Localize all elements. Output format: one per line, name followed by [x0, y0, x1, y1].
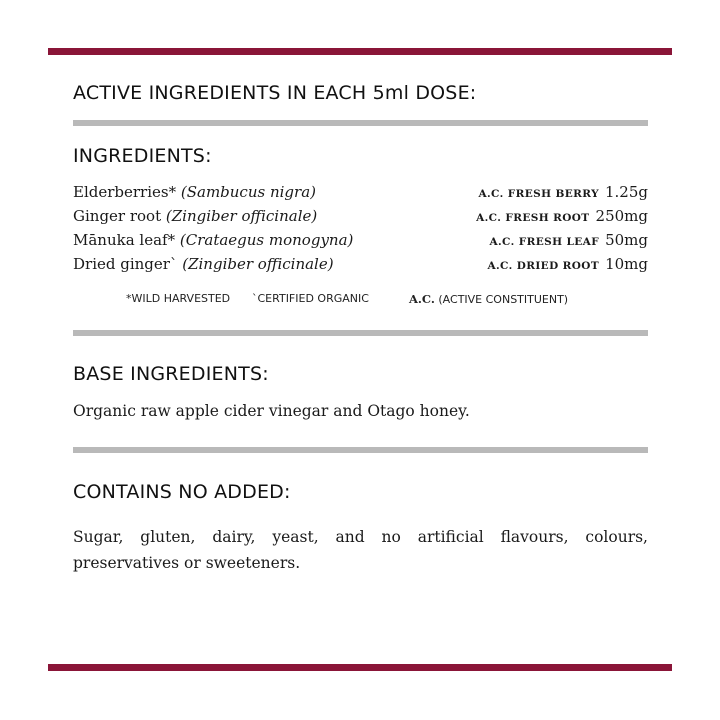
ingredient-latin-name: (Sambucus nigra) [180, 183, 316, 201]
base-ingredients-heading: BASE INGREDIENTS: [73, 363, 269, 385]
ingredient-row [73, 253, 648, 275]
ingredient-name-line [73, 253, 334, 275]
ingredient-latin-name: (Zingiber officinale) [182, 255, 334, 273]
contains-no-added-heading: CONTAINS NO ADDED: [73, 481, 291, 503]
top-accent-bar [48, 48, 672, 55]
ingredient-name-line [73, 205, 317, 227]
ac-amount: 50mg [605, 231, 648, 249]
ingredient-row [73, 229, 648, 251]
base-ingredients-text: Organic raw apple cider vinegar and Otago honey. [73, 402, 470, 420]
ac-definition: (ACTIVE CONSTITUENT) [438, 293, 569, 306]
ac-label: A.C. FRESH BERRY [478, 188, 599, 200]
ingredient-latin-name: (Zingiber officinale) [165, 207, 318, 225]
ingredient-latin-name: (Crataegus monogyna) [179, 231, 354, 249]
ingredient-name: Mānuka leaf* [73, 231, 176, 249]
divider-rule [73, 447, 648, 453]
ac-abbreviation: A.C. [409, 292, 435, 306]
ingredients-heading: INGREDIENTS: [73, 145, 212, 167]
ingredient-row [73, 181, 648, 203]
footnote-active-constituent [409, 292, 568, 306]
ingredient-name: Dried ginger` [73, 255, 178, 273]
ingredient-amount-line [487, 253, 648, 277]
ac-amount: 10mg [605, 255, 648, 273]
ingredient-name-line [73, 181, 316, 203]
ingredient-amount-line [489, 229, 648, 253]
ac-amount: 1.25g [604, 183, 648, 201]
ac-label: A.C. FRESH ROOT [476, 212, 590, 224]
divider-rule [73, 120, 648, 126]
ingredient-amount-line [478, 181, 648, 205]
footnote-wild-harvested: *WILD HARVESTED [126, 292, 231, 305]
ingredient-name-line [73, 229, 353, 251]
contains-no-added-text: Sugar, gluten, dairy, yeast, and no artificial flavours, colours, preservatives or sweeteners. [73, 528, 648, 572]
bottom-accent-bar [48, 664, 672, 671]
ingredient-row [73, 205, 648, 227]
ingredient-name: Elderberries* [73, 183, 177, 201]
active-ingredients-heading: ACTIVE INGREDIENTS IN EACH 5ml DOSE: [73, 82, 477, 104]
footnote-certified-organic: `CERTIFIED ORGANIC [252, 292, 369, 305]
ingredient-amount-line [476, 205, 648, 229]
ac-label: A.C. DRIED ROOT [487, 260, 600, 272]
ac-amount: 250mg [595, 207, 648, 225]
ac-label: A.C. FRESH LEAF [489, 236, 600, 248]
divider-rule [73, 330, 648, 336]
ingredient-name: Ginger root [73, 207, 162, 225]
